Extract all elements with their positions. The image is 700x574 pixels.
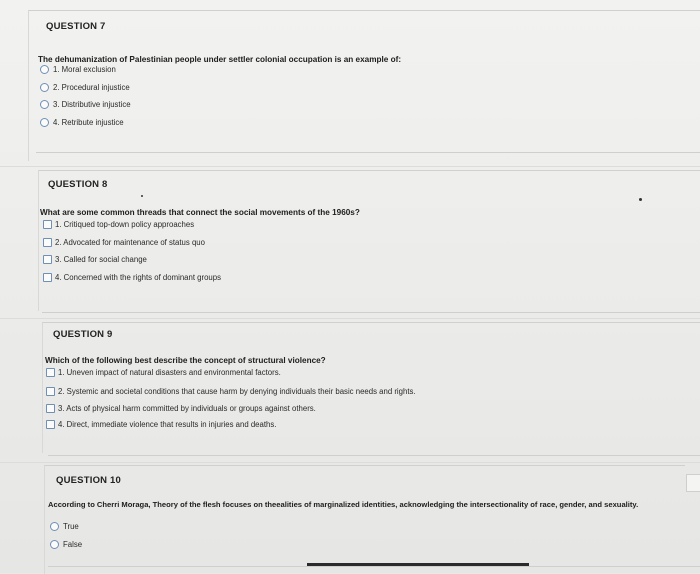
divider <box>48 566 700 567</box>
q8-option-2[interactable] <box>43 238 205 247</box>
checkbox[interactable] <box>43 238 52 247</box>
radio-button[interactable] <box>40 65 49 74</box>
divider <box>48 455 700 456</box>
checkbox[interactable] <box>46 368 55 377</box>
question-7-header: QUESTION 7 <box>46 21 106 32</box>
divider <box>0 166 700 167</box>
radio-button[interactable] <box>50 540 59 549</box>
q9-option-4[interactable] <box>46 420 276 429</box>
question-7-prompt: The dehumanization of Palestinian people under settler colonial occupation is an example of: <box>38 55 402 64</box>
question-10-frame <box>44 465 685 574</box>
option-label: 2. Systemic and societal conditions that cause harm by denying individuals their basic needs and rights. <box>58 387 416 396</box>
divider <box>0 318 700 319</box>
speck <box>141 195 143 197</box>
side-tab <box>686 474 700 492</box>
question-8-header: QUESTION 8 <box>48 179 108 190</box>
checkbox[interactable] <box>43 273 52 282</box>
divider <box>36 152 700 153</box>
q8-option-3[interactable] <box>43 255 147 264</box>
option-label: False <box>63 540 83 549</box>
checkbox[interactable] <box>43 255 52 264</box>
option-label: 1. Moral exclusion <box>53 65 116 74</box>
option-label: 1. Uneven impact of natural disasters and environmental factors. <box>58 368 281 377</box>
option-label: 4. Direct, immediate violence that results in injuries and deaths. <box>58 420 277 429</box>
q10-option-false[interactable] <box>50 540 82 549</box>
horizontal-scrollbar[interactable] <box>307 563 529 566</box>
option-label: 3. Distributive injustice <box>53 100 131 109</box>
checkbox[interactable] <box>46 404 55 413</box>
option-label: 4. Retribute injustice <box>53 118 124 127</box>
q9-option-2[interactable] <box>46 387 416 396</box>
q7-option-1[interactable] <box>40 65 116 74</box>
radio-button[interactable] <box>40 100 49 109</box>
q7-option-4[interactable] <box>40 118 124 127</box>
divider <box>0 462 700 463</box>
q8-option-4[interactable] <box>43 273 221 282</box>
q7-option-2[interactable] <box>40 83 130 92</box>
option-label: 2. Advocated for maintenance of status quo <box>55 238 205 247</box>
q7-option-3[interactable] <box>40 100 131 109</box>
speck <box>639 198 642 201</box>
checkbox[interactable] <box>43 220 52 229</box>
option-label: 3. Acts of physical harm committed by individuals or groups against others. <box>58 404 316 413</box>
radio-button[interactable] <box>50 522 59 531</box>
question-10-header: QUESTION 10 <box>56 475 122 486</box>
question-9-header: QUESTION 9 <box>53 329 113 340</box>
q10-option-true[interactable] <box>50 522 79 531</box>
radio-button[interactable] <box>40 83 49 92</box>
question-8-prompt: What are some common threads that connect the social movements of the 1960s? <box>40 208 360 217</box>
option-label: 3. Called for social change <box>55 255 147 264</box>
q9-option-1[interactable] <box>46 368 281 377</box>
checkbox[interactable] <box>46 387 55 396</box>
q8-option-1[interactable] <box>43 220 194 229</box>
question-10-prompt: According to Cherri Moraga, Theory of the flesh focuses on theealities of marginalized identities, acknowledging the intersectionality of race, gender, and sexuality. <box>48 500 639 509</box>
q9-option-3[interactable] <box>46 404 316 413</box>
option-label: 4. Concerned with the rights of dominant groups <box>55 273 221 282</box>
option-label: 1. Critiqued top-down policy approaches <box>55 220 195 229</box>
option-label: 2. Procedural injustice <box>53 83 130 92</box>
radio-button[interactable] <box>40 118 49 127</box>
divider <box>42 312 700 313</box>
checkbox[interactable] <box>46 420 55 429</box>
option-label: True <box>63 522 79 531</box>
question-9-prompt: Which of the following best describe the concept of structural violence? <box>45 356 326 365</box>
